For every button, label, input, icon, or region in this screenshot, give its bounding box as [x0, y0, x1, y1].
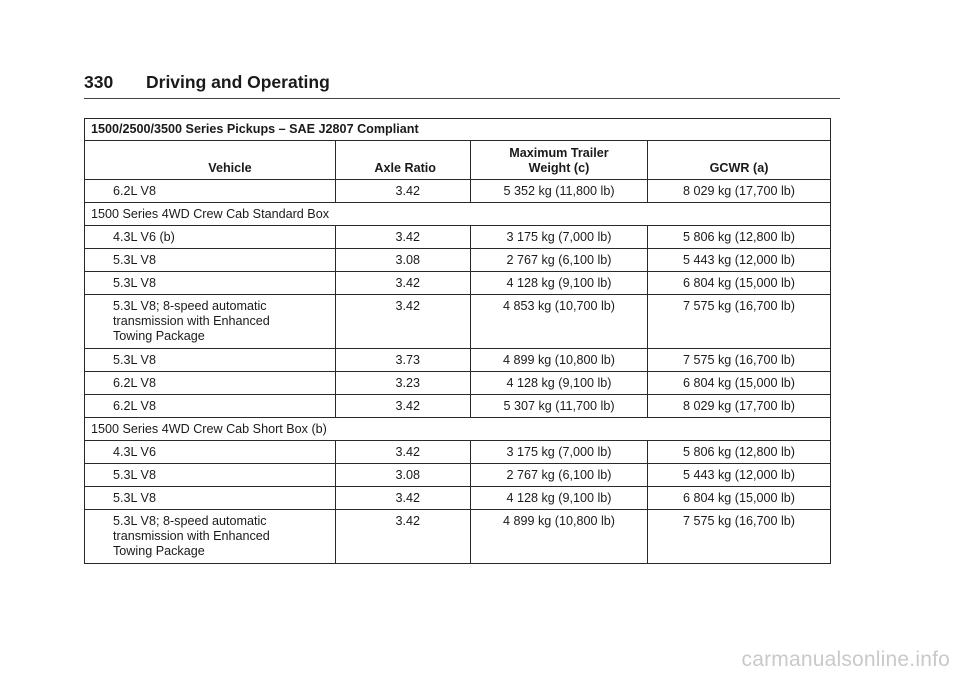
- cell-gcwr: 5 443 kg (12,000 lb): [648, 249, 831, 272]
- vehicle-text-line: 5.3L V8: [113, 353, 156, 367]
- cell-axle-ratio: 3.42: [336, 295, 471, 349]
- cell-vehicle: [85, 464, 336, 487]
- section-label: 1500 Series 4WD Crew Cab Short Box (b): [85, 418, 831, 441]
- column-header-row: [85, 141, 831, 180]
- section-row: [85, 418, 831, 441]
- vehicle-text-line: Towing Package: [113, 544, 205, 558]
- cell-axle-ratio: 3.42: [336, 272, 471, 295]
- vehicle-text-line: 6.2L V8: [113, 184, 156, 198]
- vehicle-text-line: transmission with Enhanced: [113, 314, 270, 328]
- cell-vehicle: [85, 395, 336, 418]
- table-title-row: [85, 119, 831, 141]
- table-row: [85, 372, 831, 395]
- cell-max-trailer-weight: 4 128 kg (9,100 lb): [471, 487, 648, 510]
- cell-max-trailer-weight: 5 307 kg (11,700 lb): [471, 395, 648, 418]
- watermark-text: carmanualsonline.info: [741, 648, 950, 671]
- column-header-max-trailer-weight: [471, 141, 648, 180]
- cell-max-trailer-weight: 4 853 kg (10,700 lb): [471, 295, 648, 349]
- cell-gcwr: 5 806 kg (12,800 lb): [648, 226, 831, 249]
- cell-gcwr: 6 804 kg (15,000 lb): [648, 487, 831, 510]
- cell-max-trailer-weight: 4 128 kg (9,100 lb): [471, 272, 648, 295]
- cell-gcwr: 7 575 kg (16,700 lb): [648, 349, 831, 372]
- table-title: 1500/2500/3500 Series Pickups – SAE J2807 Compliant: [85, 119, 831, 141]
- table-row: [85, 464, 831, 487]
- table-row: [85, 487, 831, 510]
- cell-max-trailer-weight: 5 352 kg (11,800 lb): [471, 180, 648, 203]
- cell-gcwr: 5 806 kg (12,800 lb): [648, 441, 831, 464]
- cell-gcwr: 5 443 kg (12,000 lb): [648, 464, 831, 487]
- vehicle-text-line: 5.3L V8: [113, 253, 156, 267]
- table-body: [85, 180, 831, 564]
- cell-vehicle: [85, 226, 336, 249]
- cell-gcwr: 8 029 kg (17,700 lb): [648, 180, 831, 203]
- page-header: [84, 70, 840, 99]
- table-row: [85, 180, 831, 203]
- cell-gcwr: 8 029 kg (17,700 lb): [648, 395, 831, 418]
- cell-vehicle: [85, 180, 336, 203]
- vehicle-text-line: 5.3L V8: [113, 468, 156, 482]
- cell-axle-ratio: 3.23: [336, 372, 471, 395]
- vehicle-text-line: transmission with Enhanced: [113, 529, 270, 543]
- column-header-vehicle: Vehicle: [85, 141, 336, 180]
- cell-gcwr: 6 804 kg (15,000 lb): [648, 372, 831, 395]
- cell-axle-ratio: 3.42: [336, 441, 471, 464]
- section-row: [85, 203, 831, 226]
- column-header-axle-ratio: Axle Ratio: [336, 141, 471, 180]
- column-header-trailer-line1: Maximum Trailer: [509, 146, 609, 160]
- towing-spec-table: [84, 118, 831, 564]
- vehicle-text-line: 5.3L V8: [113, 491, 156, 505]
- cell-max-trailer-weight: 2 767 kg (6,100 lb): [471, 464, 648, 487]
- cell-max-trailer-weight: 4 128 kg (9,100 lb): [471, 372, 648, 395]
- table-row: [85, 395, 831, 418]
- cell-max-trailer-weight: 4 899 kg (10,800 lb): [471, 510, 648, 564]
- cell-axle-ratio: 3.42: [336, 487, 471, 510]
- vehicle-text-line: 6.2L V8: [113, 376, 156, 390]
- vehicle-text-line: 5.3L V8; 8-speed automatic: [113, 299, 267, 313]
- section-label: 1500 Series 4WD Crew Cab Standard Box: [85, 203, 831, 226]
- cell-vehicle: [85, 441, 336, 464]
- table-row: [85, 272, 831, 295]
- vehicle-text-line: 5.3L V8; 8-speed automatic: [113, 514, 267, 528]
- cell-axle-ratio: 3.42: [336, 180, 471, 203]
- column-header-gcwr: GCWR (a): [648, 141, 831, 180]
- cell-max-trailer-weight: 4 899 kg (10,800 lb): [471, 349, 648, 372]
- cell-vehicle: [85, 510, 336, 564]
- vehicle-text-line: 4.3L V6: [113, 445, 156, 459]
- cell-max-trailer-weight: 3 175 kg (7,000 lb): [471, 441, 648, 464]
- table-row: [85, 249, 831, 272]
- cell-vehicle: [85, 272, 336, 295]
- table-row: [85, 295, 831, 349]
- table-row: [85, 226, 831, 249]
- cell-vehicle: [85, 249, 336, 272]
- cell-gcwr: 7 575 kg (16,700 lb): [648, 295, 831, 349]
- cell-axle-ratio: 3.73: [336, 349, 471, 372]
- vehicle-text-line: 5.3L V8: [113, 276, 156, 290]
- cell-gcwr: 7 575 kg (16,700 lb): [648, 510, 831, 564]
- cell-axle-ratio: 3.42: [336, 226, 471, 249]
- cell-vehicle: [85, 349, 336, 372]
- cell-max-trailer-weight: 3 175 kg (7,000 lb): [471, 226, 648, 249]
- cell-gcwr: 6 804 kg (15,000 lb): [648, 272, 831, 295]
- cell-vehicle: [85, 487, 336, 510]
- page-number: 330: [84, 72, 114, 92]
- cell-axle-ratio: 3.42: [336, 510, 471, 564]
- cell-vehicle: [85, 372, 336, 395]
- column-header-trailer-line2: Weight (c): [528, 161, 590, 175]
- cell-axle-ratio: 3.42: [336, 395, 471, 418]
- table-row: [85, 441, 831, 464]
- vehicle-text-line: 6.2L V8: [113, 399, 156, 413]
- cell-vehicle: [85, 295, 336, 349]
- page-title: Driving and Operating: [146, 72, 330, 92]
- table-row: [85, 510, 831, 564]
- cell-axle-ratio: 3.08: [336, 464, 471, 487]
- cell-axle-ratio: 3.08: [336, 249, 471, 272]
- cell-max-trailer-weight: 2 767 kg (6,100 lb): [471, 249, 648, 272]
- vehicle-text-line: Towing Package: [113, 329, 205, 343]
- table-row: [85, 349, 831, 372]
- vehicle-text-line: 4.3L V6 (b): [113, 230, 175, 244]
